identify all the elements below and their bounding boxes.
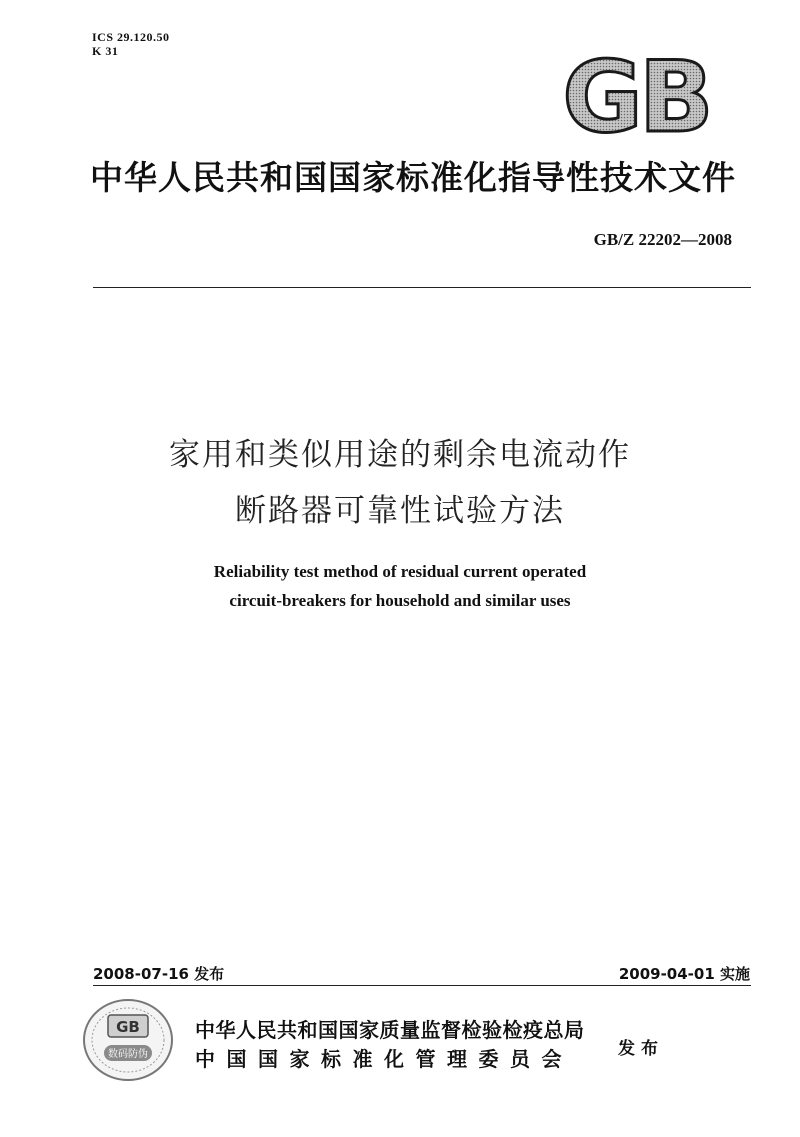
seal-logo-text: GB [116, 1018, 140, 1036]
gb-logo-text: GB [562, 47, 710, 141]
top-divider [93, 287, 751, 288]
implementation-date: 2009-04-01 实施 [618, 965, 750, 983]
classification-code: K 31 [92, 44, 119, 58]
issuer-line-2: 中国国家标准化管理委员会 [195, 1047, 573, 1071]
seal-text: 数码防伪 [108, 1049, 148, 1060]
chinese-title-line-1: 家用和类似用途的剩余电流动作 [169, 437, 631, 473]
gb-logo [560, 47, 712, 141]
english-title-line-1: Reliability test method of residual current operated [213, 562, 587, 581]
issuer-line-1: 中华人民共和国国家质量监督检验检疫总局 [195, 1018, 585, 1042]
issue-date: 2008-07-16 发布 [93, 965, 225, 983]
document-type: 中华人民共和国国家标准化指导性技术文件 [90, 158, 736, 197]
english-title-line-2: circuit-breakers for household and similar uses [229, 591, 571, 610]
ics-code: ICS 29.120.50 [92, 30, 170, 44]
bottom-divider [93, 985, 751, 986]
publish-label: 发布 [618, 1039, 664, 1059]
gb-logo-graphic [560, 47, 712, 141]
chinese-title-line-2: 断路器可靠性试验方法 [235, 493, 565, 529]
seal-graphic [80, 995, 176, 1085]
document-number: GB/Z 22202—2008 [593, 230, 732, 249]
anti-counterfeit-seal [80, 995, 176, 1085]
